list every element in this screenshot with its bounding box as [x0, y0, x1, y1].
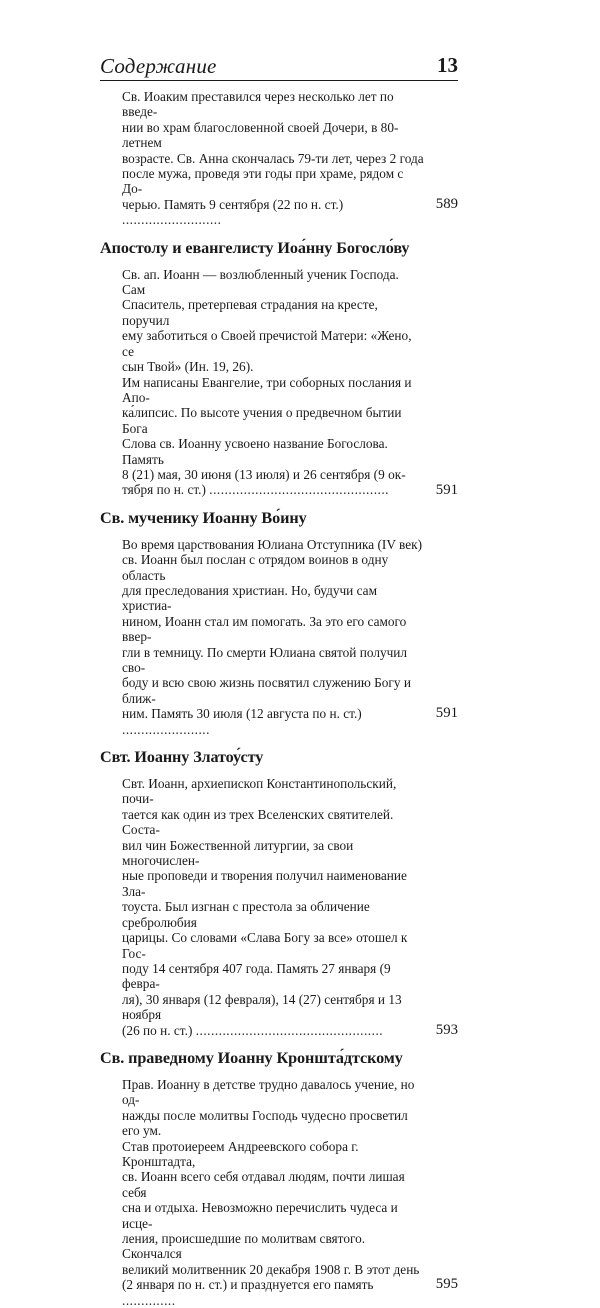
- description-text: Став протоиереем Андреевского собора г. Кронштадта,: [122, 1138, 359, 1169]
- description-text: св. Иоанн был послан с отрядом воинов в одну область: [122, 552, 389, 583]
- toc-entry: [100, 508, 458, 737]
- description-line: [122, 328, 424, 359]
- description-text: нии во храм благословенной своей Дочери, в 80-летнем: [122, 119, 399, 151]
- description-line: [122, 1023, 424, 1038]
- description-line: [122, 197, 424, 228]
- description-text: тоуста. Был изгнан с престола за обличение сребролюбия: [122, 899, 370, 930]
- description-text: вил чин Божественной литургии, за свои многочислен-: [122, 837, 354, 869]
- entry-page-number: 589: [435, 196, 458, 212]
- description-line: [122, 1200, 424, 1231]
- description-text: (2 января по н. ст.) и празднуется его память: [122, 1277, 374, 1293]
- description-line: [122, 614, 424, 645]
- toc-entry: [100, 238, 458, 498]
- description-text: св. Иоанн всего себя отдавал людям, почти лишая себя: [122, 1169, 405, 1200]
- description-line: [122, 838, 424, 869]
- description-line: [122, 267, 424, 298]
- description-line: [122, 961, 424, 992]
- description-text: Прав. Иоанну в детстве трудно давалось учение, но од-: [122, 1076, 415, 1108]
- description-text: возрасте. Св. Анна скончалась 79-ти лет, через 2 года: [122, 150, 424, 166]
- entry-description: [100, 89, 424, 228]
- description-text: сын Твой» (Ин. 19, 26).: [122, 359, 254, 375]
- description-text: ления, происшедшие по молитвам святого. Скончался: [122, 1231, 366, 1262]
- description-text: (26 по н. ст.): [122, 1022, 193, 1038]
- description-text: Свт. Иоанн, архиепископ Константинопольский, почи-: [122, 776, 397, 807]
- description-text: нином, Иоанн стал им помогать. За это его самого ввер-: [122, 613, 407, 645]
- toc-entry: [100, 1048, 458, 1308]
- description-text: боду и всю свою жизнь посвятил служению Богу и ближ-: [122, 675, 411, 706]
- description-line: [122, 776, 424, 807]
- description-text: сна и отдыха. Невозможно перечислить чудеса и исце-: [122, 1200, 398, 1231]
- description-line: [122, 1108, 424, 1139]
- entry-page-number: 593: [435, 1022, 458, 1039]
- description-text: черью. Память 9 сентября (22 по н. ст.): [122, 196, 344, 212]
- description-text: Во время царствования Юлиана Отступника (IV век): [122, 536, 423, 552]
- toc-entry: [100, 89, 458, 228]
- description-text: поду 14 сентября 407 года. Память 27 января (9 февра-: [122, 960, 391, 992]
- entry-description: [100, 537, 424, 737]
- description-text: Св. ап. Иоанн — возлюбленный ученик Господа. Сам: [122, 266, 399, 298]
- description-text: ля), 30 января (12 февраля), 14 (27) сентября и 13 ноября: [122, 991, 402, 1023]
- description-text: для преследования христиан. Но, будучи сам христиа-: [122, 582, 377, 614]
- description-line: [122, 706, 424, 737]
- description-line: [122, 375, 424, 406]
- description-line: [122, 1231, 424, 1262]
- description-text: Слова св. Иоанну усвоено название Богослова. Память: [122, 436, 388, 467]
- description-text: Им написаны Евангелие, три соборных послания и Апо-: [122, 374, 412, 405]
- leader-dots: ..............: [122, 1292, 176, 1308]
- description-line: [122, 482, 424, 497]
- description-line: [122, 930, 424, 961]
- description-line: [122, 868, 424, 899]
- description-line: [122, 645, 424, 676]
- description-text: ему заботиться о Своей пречистой Матери: «Жено, се: [122, 328, 412, 359]
- description-line: [122, 1077, 424, 1108]
- description-line: [122, 583, 424, 614]
- table-of-contents: [100, 89, 458, 1308]
- running-header: [100, 50, 458, 80]
- leader-dots: .................................................: [195, 1022, 384, 1038]
- description-line: [122, 467, 424, 482]
- entry-page-number: 591: [435, 704, 458, 721]
- description-text: ним. Память 30 июля (12 августа по н. ст.): [122, 706, 362, 722]
- description-line: [122, 675, 424, 706]
- description-line: [122, 297, 424, 328]
- description-text: тября по н. ст.): [122, 482, 206, 498]
- leader-dots: ...............................................: [209, 482, 390, 498]
- description-text: ные проповеди и творения получил наименование Зла-: [122, 868, 407, 899]
- description-line: [122, 151, 424, 166]
- description-line: [122, 537, 424, 552]
- description-line: [122, 807, 424, 838]
- page-number: 13: [437, 53, 458, 77]
- description-line: [122, 992, 424, 1023]
- description-text: Спаситель, претерпевая страдания на кресте, поручил: [122, 297, 378, 328]
- description-line: [122, 1139, 424, 1170]
- entry-heading: Апостолу и евангелисту Иоа́нну Богосло́ву: [100, 238, 410, 257]
- description-line: [122, 120, 424, 151]
- header-rule: [100, 80, 458, 81]
- description-line: [122, 1169, 424, 1200]
- leader-dots: ..........................: [122, 212, 222, 228]
- entry-heading: Св. мученику Иоанну Во́ину: [100, 508, 307, 527]
- description-text: нажды после молитвы Господь чудесно просветил его ум.: [122, 1107, 408, 1139]
- description-line: [122, 436, 424, 467]
- page-header-title: Содержание: [100, 54, 217, 78]
- description-line: [122, 899, 424, 930]
- description-text: великий молитвенник 20 декабря 1908 г. В этот день: [122, 1261, 420, 1277]
- description-line: [122, 1262, 424, 1277]
- entry-description: [100, 1077, 424, 1308]
- description-line: [122, 552, 424, 583]
- description-text: тается как один из трех Вселенских святителей. Состa-: [122, 806, 394, 838]
- entry-description: [100, 776, 424, 1038]
- description-text: 8 (21) мая, 30 июня (13 июля) и 26 сентября (9 ок-: [122, 466, 406, 482]
- description-line: [122, 359, 424, 374]
- entry-heading: Свт. Иоанну Златоу́сту: [100, 748, 264, 767]
- description-text: ка́липсис. По высоте учения о предвечном бытии Бога: [122, 405, 402, 436]
- description-text: после мужа, проведя эти годы при храме, рядом с До-: [122, 166, 404, 197]
- entry-page-number: 595: [435, 1275, 458, 1292]
- entry-page-number: 591: [435, 481, 458, 498]
- description-line: [122, 166, 424, 197]
- leader-dots: .......................: [122, 721, 210, 737]
- description-text: царицы. Со словами «Слава Богу за все» отошел к Гос-: [122, 930, 408, 961]
- description-line: [122, 405, 424, 436]
- description-line: [122, 1277, 424, 1308]
- entry-description: [100, 267, 424, 498]
- description-text: гли в темницу. По смерти Юлиана святой получил сво-: [122, 644, 408, 675]
- entry-heading: Св. праведному Иоанну Кроншта́дтскому: [100, 1048, 403, 1067]
- toc-entry: [100, 747, 458, 1038]
- description-text: Св. Иоаким преставился через несколько лет по введе-: [122, 89, 394, 120]
- description-line: [122, 89, 424, 120]
